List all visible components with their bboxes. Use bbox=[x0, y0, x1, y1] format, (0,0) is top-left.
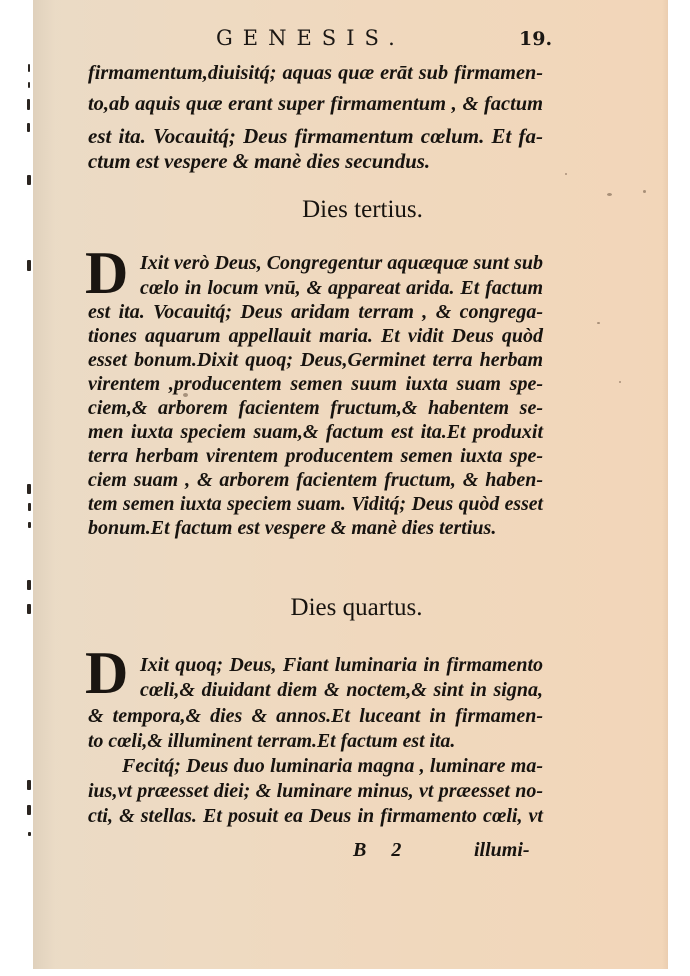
direction-line bbox=[33, 839, 668, 865]
bleed-mark bbox=[27, 99, 30, 110]
paper-speck bbox=[619, 381, 621, 383]
bleed-mark bbox=[27, 780, 31, 790]
text-line-content: terra herbam virentem producentem semen iuxta spe- bbox=[88, 445, 543, 467]
bleed-mark bbox=[28, 832, 31, 836]
bleed-mark bbox=[27, 175, 31, 185]
text-line-content: to,ab aquis quæ erant super firmamentum , & factum bbox=[88, 93, 543, 115]
drop-cap: D bbox=[85, 640, 129, 706]
text-line-content: bonum.Et factum est vespere & manè dies tertius. bbox=[88, 517, 497, 539]
section-heading-dies-tertius: Dies tertius. bbox=[302, 196, 423, 223]
bleed-mark bbox=[27, 123, 30, 132]
text-line-content: ius,vt præesset diei; & luminare minus, vt præesset no- bbox=[88, 780, 543, 802]
paper-speck bbox=[597, 322, 600, 324]
bleed-mark bbox=[28, 522, 31, 528]
catchword: illumi- bbox=[474, 839, 530, 861]
bleed-mark bbox=[28, 82, 30, 88]
running-header bbox=[33, 24, 668, 54]
text-line-content: esset bonum.Dixit quoq; Deus,Germinet terra herbam bbox=[88, 349, 543, 371]
text-line-content: tem semen iuxta speciem suam. Viditq́; Deus quòd esset bbox=[88, 493, 543, 515]
text-line-content: & tempora,& dies & annos.Et luceant in firmamen- bbox=[88, 705, 543, 727]
text-line-content: cti, & stellas. Et posuit ea Deus in firmamento cœli, vt bbox=[88, 805, 543, 827]
text-line-content: Ixit quoq; Deus, Fiant luminaria in firmamento bbox=[140, 654, 543, 676]
text-line-content: cœlo in locum vnū, & appareat arida. Et factum bbox=[140, 277, 543, 299]
bleed-mark bbox=[27, 805, 31, 815]
bleed-mark bbox=[27, 260, 31, 271]
text-line-content: Fecitq́; Deus duo luminaria magna , luminare ma- bbox=[122, 755, 543, 777]
text-line-content: firmamentum,diuisitq́; aquas quæ erāt sub firmamen- bbox=[88, 62, 543, 84]
text-line-content: cœli,& diuidant diem & noctem,& sint in signa, bbox=[140, 679, 543, 701]
bleed-mark bbox=[27, 580, 31, 590]
book-page bbox=[33, 0, 668, 969]
bleed-mark bbox=[28, 64, 30, 72]
text-line-content: ciem,& arborem facientem fructum,& habentem se- bbox=[88, 397, 543, 419]
running-title: GENESIS. bbox=[216, 26, 405, 50]
bleed-mark bbox=[28, 503, 31, 511]
text-line-content: tiones aquarum appellauit maria. Et vidit Deus quòd bbox=[88, 325, 543, 347]
text-line-content: Ixit verò Deus, Congregentur aquæquæ sunt sub bbox=[140, 252, 543, 274]
signature-mark: B 2 bbox=[353, 839, 402, 861]
text-line-content: men iuxta speciem suam,& factum est ita.Et produxit bbox=[88, 421, 543, 443]
bleed-mark bbox=[27, 484, 31, 494]
text-line-content: est ita. Vocauitq́; Deus firmamentum cœlum. Et fa- bbox=[88, 124, 543, 148]
drop-cap: D bbox=[85, 240, 129, 306]
text-line-content: to cœli,& illuminent terram.Et factum est ita. bbox=[88, 730, 456, 752]
text-line-content: est ita. Vocauitq́; Deus aridam terram , & congrega- bbox=[88, 301, 543, 323]
paper-speck bbox=[565, 173, 567, 175]
text-line-content: ciem suam , & arborem facientem fructum, & haben- bbox=[88, 469, 543, 491]
text-line-content: ctum est vespere & manè dies secundus. bbox=[88, 150, 431, 173]
paper-speck bbox=[643, 190, 646, 193]
adjacent-page-edge bbox=[0, 0, 33, 976]
page-number: 19. bbox=[519, 28, 553, 50]
text-line-content: virentem ,producentem semen suum iuxta suam spe- bbox=[88, 373, 543, 395]
bleed-mark bbox=[27, 604, 31, 614]
section-heading-dies-quartus: Dies quartus. bbox=[290, 594, 423, 621]
